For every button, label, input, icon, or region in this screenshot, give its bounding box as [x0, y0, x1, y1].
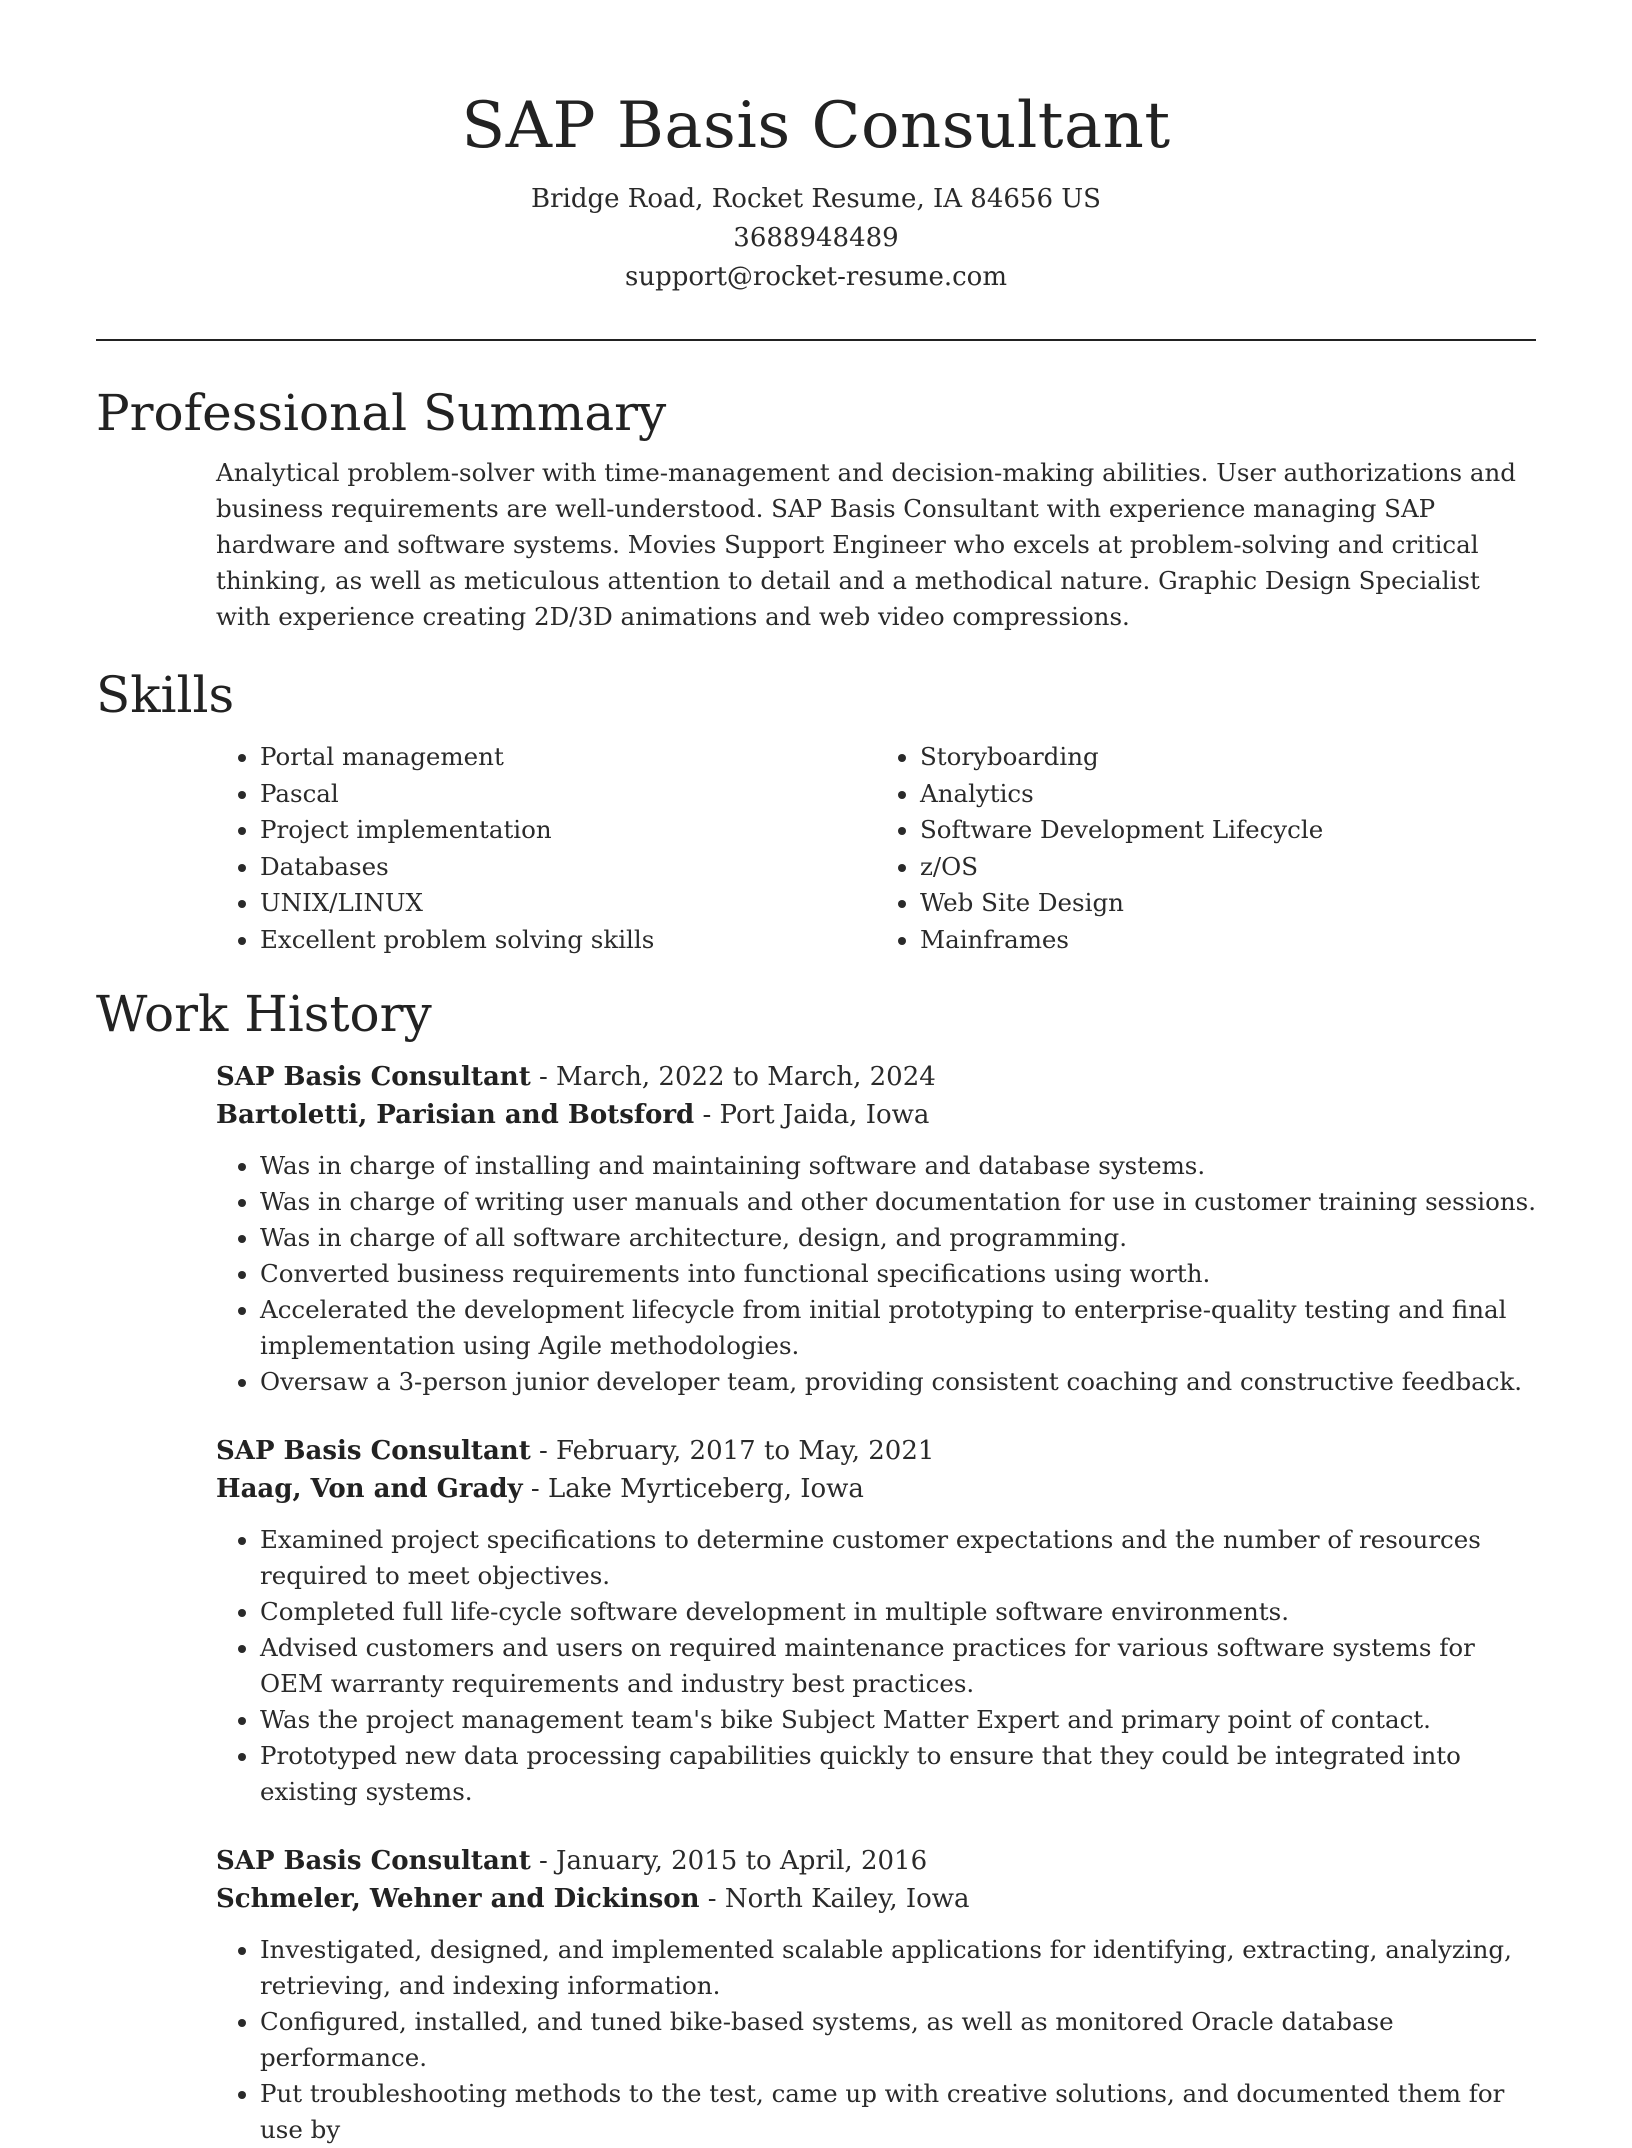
job-company: Schmeler, Wehner and Dickinson	[216, 1884, 700, 1914]
header-divider	[96, 339, 1536, 341]
job-bullet: • Advised customers and users on required maintenance practices for various software systems for OEM warranty requirements and industry best practices.	[260, 1630, 1536, 1702]
job-bullet: • Configured, installed, and tuned bike-based systems, as well as monitored Oracle database performance.	[260, 2004, 1536, 2076]
work-history-section	[96, 984, 1536, 2148]
skill-item: • Databases	[260, 849, 876, 886]
job-bullets	[216, 1148, 1536, 1400]
job-title-line	[216, 1842, 1536, 1880]
job-bullet: • Was in charge of all software architecture, design, and programming.	[260, 1220, 1536, 1256]
skill-item: • z/OS	[920, 849, 1536, 886]
skills-heading: Skills	[96, 666, 235, 724]
job-company-line	[216, 1880, 1536, 1918]
job-dates: - March, 2022 to March, 2024	[530, 1062, 936, 1092]
job-bullet: • Oversaw a 3-person junior developer team, providing consistent coaching and constructive feedback.	[260, 1364, 1536, 1400]
job-bullet: • Examined project specifications to determine customer expectations and the number of resources required to meet objectives.	[260, 1522, 1536, 1594]
skills-column-right	[876, 739, 1536, 958]
skill-item: • Portal management	[260, 739, 876, 776]
job-entry	[216, 1842, 1536, 2148]
contact-block	[96, 180, 1536, 297]
summary-section	[96, 383, 1536, 635]
summary-text: Analytical problem-solver with time-management and decision-making abilities. User authorizations and business requirements are well-understood. SAP Basis Consultant with experience managing SAP hardware and software systems. Movies Support Engineer who excels at problem-solving and critical thinking, as well as meticulous attention to detail and a methodical nature. Graphic Design Specialist with experience creating 2D/3D animations and web video compressions.	[216, 458, 1516, 631]
job-bullet: • Completed full life-cycle software development in multiple software environments.	[260, 1594, 1536, 1630]
job-title-line	[216, 1432, 1536, 1470]
job-bullet: • Put troubleshooting methods to the test, came up with creative solutions, and documented them for use by	[260, 2076, 1536, 2148]
job-company: Bartoletti, Parisian and Botsford	[216, 1100, 695, 1130]
skill-item: • Web Site Design	[920, 885, 1536, 922]
skills-column-left	[216, 739, 876, 958]
job-entry	[216, 1058, 1536, 1400]
job-bullet: • Converted business requirements into functional specifications using worth.	[260, 1256, 1536, 1292]
job-location: - Lake Myrticeberg, Iowa	[522, 1474, 864, 1504]
contact-address: Bridge Road, Rocket Resume, IA 84656 US	[531, 184, 1101, 214]
job-location: - North Kailey, Iowa	[699, 1884, 970, 1914]
job-bullets	[216, 1522, 1536, 1810]
job-bullet: • Prototyped new data processing capabilities quickly to ensure that they could be integrated into existing systems.	[260, 1738, 1536, 1810]
skill-item: • Storyboarding	[920, 739, 1536, 776]
job-company-line	[216, 1470, 1536, 1508]
job-role: SAP Basis Consultant	[216, 1436, 531, 1466]
job-dates: - January, 2015 to April, 2016	[530, 1846, 928, 1876]
contact-email: support@rocket-resume.com	[624, 262, 1007, 292]
skill-item: • Analytics	[920, 776, 1536, 813]
skill-item: • Software Development Lifecycle	[920, 812, 1536, 849]
contact-phone: 3688948489	[733, 223, 899, 253]
job-role: SAP Basis Consultant	[216, 1846, 531, 1876]
skill-item: • UNIX/LINUX	[260, 885, 876, 922]
job-bullet: • Was in charge of writing user manuals and other documentation for use in customer training sessions.	[260, 1184, 1536, 1220]
resume-page	[96, 0, 1536, 2148]
job-title-line	[216, 1058, 1536, 1096]
skill-item: • Project implementation	[260, 812, 876, 849]
summary-heading: Professional Summary	[96, 384, 667, 442]
skill-item: • Excellent problem solving skills	[260, 922, 876, 959]
skills-grid	[216, 739, 1536, 958]
job-bullet: • Was in charge of installing and maintaining software and database systems.	[260, 1148, 1536, 1184]
work-history-heading: Work History	[96, 985, 432, 1043]
resume-name: SAP Basis Consultant	[461, 89, 1171, 163]
job-company-line	[216, 1096, 1536, 1134]
skills-section	[96, 665, 1536, 958]
job-bullet: • Was the project management team's bike Subject Matter Expert and primary point of contact.	[260, 1702, 1536, 1738]
job-role: SAP Basis Consultant	[216, 1062, 531, 1092]
job-company: Haag, Von and Grady	[216, 1474, 523, 1504]
job-bullet: • Accelerated the development lifecycle from initial prototyping to enterprise-quality testing and final implementation using Agile methodologies.	[260, 1292, 1536, 1364]
job-bullets	[216, 1932, 1536, 2148]
job-dates: - February, 2017 to May, 2021	[530, 1436, 935, 1466]
skill-item: • Pascal	[260, 776, 876, 813]
job-entry	[216, 1432, 1536, 1810]
job-location: - Port Jaida, Iowa	[694, 1100, 930, 1130]
skill-item: • Mainframes	[920, 922, 1536, 959]
job-bullet: • Investigated, designed, and implemented scalable applications for identifying, extracting, analyzing, retrieving, and indexing information.	[260, 1932, 1536, 2004]
